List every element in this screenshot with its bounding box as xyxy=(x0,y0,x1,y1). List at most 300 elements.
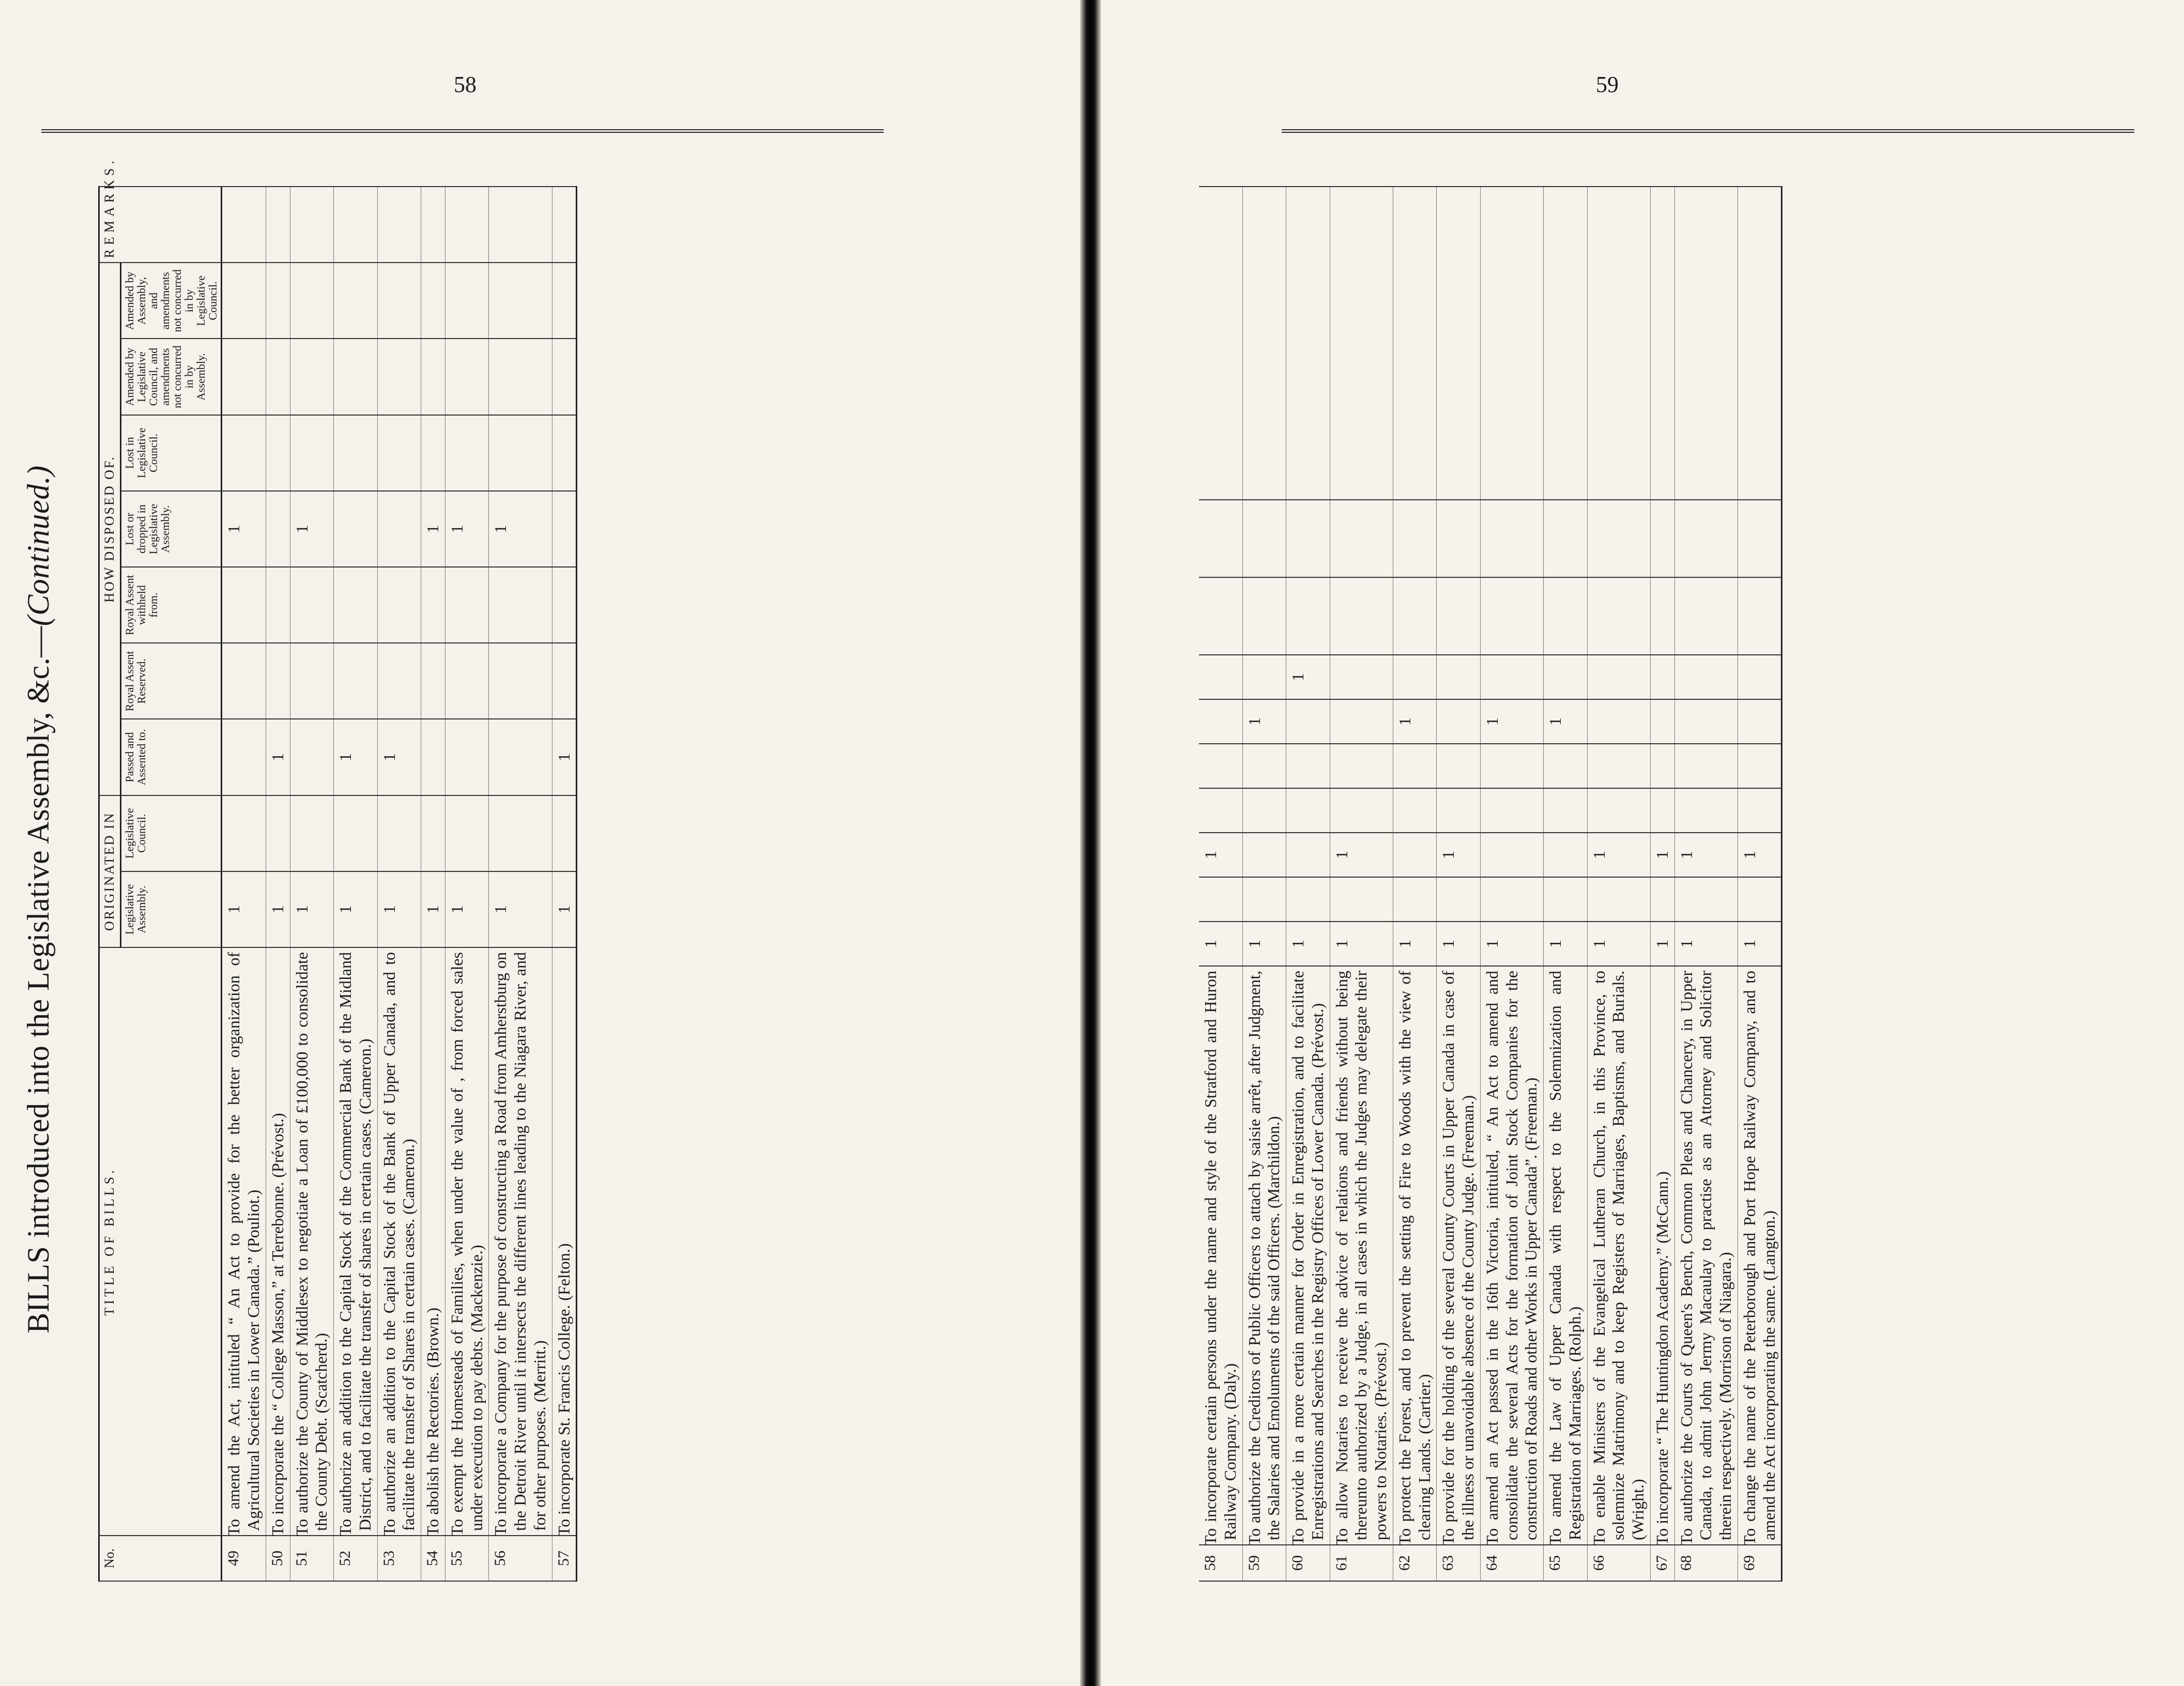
mark-lost-lc xyxy=(1437,655,1481,699)
mark-la: 1 xyxy=(1737,922,1782,966)
table-row xyxy=(1199,187,1242,1581)
mark-am-lc xyxy=(1330,577,1393,655)
mark-lost-la: 1 xyxy=(1544,699,1588,744)
table-row xyxy=(1544,187,1588,1581)
mark-withheld xyxy=(1242,744,1286,788)
mark-passed xyxy=(1393,833,1437,877)
mark-lc xyxy=(1480,877,1543,922)
mark-lost-lc xyxy=(266,415,290,491)
mark-am-la xyxy=(266,263,290,339)
bill-title: To incorporate the “ College Masson,” at Terrebonne. (Prévost.) xyxy=(266,947,290,1536)
mark-withheld xyxy=(421,567,445,643)
mark-lost-la xyxy=(1330,699,1393,744)
remarks-cell xyxy=(290,187,334,263)
mark-lost-la: 1 xyxy=(222,491,266,567)
bill-title: To provide for the holding of the several County Courts in Upper Canada in case of the illness or unavoidable absence of the County Judge. (Freeman.) xyxy=(1437,966,1481,1545)
mark-am-lc xyxy=(1587,577,1650,655)
bill-number: 50 xyxy=(266,1536,290,1581)
remarks-cell xyxy=(377,187,421,263)
mark-lost-lc xyxy=(1242,655,1286,699)
mark-am-la xyxy=(1737,500,1782,577)
mark-am-lc xyxy=(1650,577,1674,655)
bill-number: 68 xyxy=(1674,1545,1737,1581)
mark-reserved xyxy=(1544,788,1588,833)
remarks-cell xyxy=(1650,187,1674,500)
mark-la: 1 xyxy=(1199,922,1242,966)
mark-am-la xyxy=(1587,500,1650,577)
mark-lost-lc xyxy=(489,415,552,491)
mark-am-lc xyxy=(377,339,421,415)
mark-reserved xyxy=(1737,788,1782,833)
mark-am-la xyxy=(1480,500,1543,577)
remarks-cell xyxy=(552,187,577,263)
mark-reserved xyxy=(1330,788,1393,833)
page-number-left: 58 xyxy=(454,72,476,97)
bill-number: 55 xyxy=(445,1536,489,1581)
mark-reserved xyxy=(445,643,489,719)
remarks-cell xyxy=(266,187,290,263)
bill-title: To incorporate a Company for the purpose of constructing a Road from Amherstburg on the Detroit River until it intersects the different lines leading to the Niagara River, and for other purposes. (Merritt.) xyxy=(489,947,552,1536)
mark-am-lc xyxy=(421,339,445,415)
mark-la: 1 xyxy=(1330,922,1393,966)
mark-am-lc xyxy=(222,339,266,415)
mark-withheld xyxy=(266,567,290,643)
mark-am-lc xyxy=(1674,577,1737,655)
mark-lost-lc xyxy=(377,415,421,491)
mark-passed: 1 xyxy=(377,719,421,795)
mark-reserved xyxy=(489,643,552,719)
mark-reserved xyxy=(266,643,290,719)
mark-am-la xyxy=(421,263,445,339)
mark-la: 1 xyxy=(421,871,445,947)
right-rotated-block xyxy=(1101,181,2000,1618)
mark-lc xyxy=(1737,877,1782,922)
mark-la: 1 xyxy=(489,871,552,947)
mark-lc xyxy=(377,795,421,871)
mark-reserved xyxy=(1286,788,1330,833)
table-row xyxy=(552,187,577,1581)
bill-number: 65 xyxy=(1544,1545,1588,1581)
bill-title: To authorize the County of Middlesex to negotiate a Loan of £100,000 to consolidate the County Debt. (Scatcherd.) xyxy=(290,947,334,1536)
mark-passed: 1 xyxy=(266,719,290,795)
bills-table-right xyxy=(1199,186,1782,1582)
bill-title: To amend the Act, intituled “ An Act to provide for the better organization of Agricultural Societies in Lower Canada.” (Pouliot.) xyxy=(222,947,266,1536)
mark-am-la xyxy=(1330,500,1393,577)
mark-la: 1 xyxy=(1393,922,1437,966)
mark-withheld xyxy=(1330,744,1393,788)
mark-lc xyxy=(445,795,489,871)
bills-table-left xyxy=(98,157,577,1582)
mark-am-la xyxy=(377,263,421,339)
mark-lc xyxy=(1674,877,1737,922)
mark-withheld xyxy=(489,567,552,643)
mark-withheld xyxy=(1437,744,1481,788)
table-row xyxy=(1437,187,1481,1581)
mark-withheld xyxy=(552,567,577,643)
mark-la: 1 xyxy=(1437,922,1481,966)
mark-la: 1 xyxy=(1286,922,1330,966)
mark-withheld xyxy=(1199,744,1242,788)
header-lost-assembly: Lost or dropped in Legislative Assembly. xyxy=(120,491,222,567)
mark-lc xyxy=(1437,877,1481,922)
bill-number: 57 xyxy=(552,1536,577,1581)
table-row xyxy=(1587,187,1650,1581)
mark-lost-lc xyxy=(1544,655,1588,699)
mark-lost-lc xyxy=(290,415,334,491)
bill-number: 51 xyxy=(290,1536,334,1581)
mark-am-lc xyxy=(266,339,290,415)
left-page xyxy=(0,0,1080,1686)
mark-passed: 1 xyxy=(1437,833,1481,877)
mark-la: 1 xyxy=(334,871,378,947)
bill-number: 49 xyxy=(222,1536,266,1581)
mark-lc xyxy=(1393,877,1437,922)
table-row xyxy=(1242,187,1286,1581)
mark-lost-la xyxy=(377,491,421,567)
mark-am-la xyxy=(1242,500,1286,577)
mark-lost-lc xyxy=(1737,655,1782,699)
remarks-cell xyxy=(1544,187,1588,500)
mark-la: 1 xyxy=(377,871,421,947)
mark-lost-lc xyxy=(222,415,266,491)
mark-lc xyxy=(1286,877,1330,922)
mark-withheld xyxy=(334,567,378,643)
mark-passed: 1 xyxy=(1650,833,1674,877)
mark-lc xyxy=(1330,877,1393,922)
remarks-cell xyxy=(1393,187,1437,500)
mark-am-lc xyxy=(489,339,552,415)
bill-number: 69 xyxy=(1737,1545,1782,1581)
header-legislative-assembly: Legislative Assembly. xyxy=(120,871,222,947)
mark-am-la xyxy=(1650,500,1674,577)
header-lost-council: Lost in Legislative Council. xyxy=(120,415,222,491)
mark-am-la xyxy=(1544,500,1588,577)
mark-withheld xyxy=(1650,744,1674,788)
right-page xyxy=(1101,0,2184,1686)
mark-lc xyxy=(421,795,445,871)
bill-title: To change the name of the Peterborough and Port Hope Railway Company, and to amend the Act incorporating the same. (Langton.) xyxy=(1737,966,1782,1545)
mark-passed xyxy=(445,719,489,795)
mark-lc xyxy=(489,795,552,871)
mark-passed xyxy=(421,719,445,795)
bill-number: 66 xyxy=(1587,1545,1650,1581)
header-disposed: HOW DISPOSED OF. xyxy=(99,263,121,795)
remarks-cell xyxy=(334,187,378,263)
mark-lost-la xyxy=(1650,699,1674,744)
mark-reserved xyxy=(1393,788,1437,833)
mark-lost-la xyxy=(334,491,378,567)
mark-withheld xyxy=(1286,744,1330,788)
mark-reserved xyxy=(1674,788,1737,833)
bill-number: 60 xyxy=(1286,1545,1330,1581)
mark-am-la xyxy=(1393,500,1437,577)
mark-passed: 1 xyxy=(1674,833,1737,877)
mark-lost-lc xyxy=(1330,655,1393,699)
mark-withheld xyxy=(377,567,421,643)
mark-passed xyxy=(222,719,266,795)
mark-am-la xyxy=(552,263,577,339)
mark-am-lc xyxy=(1480,577,1543,655)
mark-lost-la xyxy=(1199,699,1242,744)
mark-lc xyxy=(290,795,334,871)
table-row xyxy=(222,187,266,1581)
bill-title: To protect the Forest, and to prevent the setting of Fire to Woods with the view of clearing Lands. (Cartier.) xyxy=(1393,966,1437,1545)
mark-am-la xyxy=(1674,500,1737,577)
mark-withheld xyxy=(1544,744,1588,788)
table-row xyxy=(421,187,445,1581)
mark-la: 1 xyxy=(266,871,290,947)
bill-title: To exempt the Homesteads of Families, when under the value of , from forced sales under execution to pay debts. (Mackenzie.) xyxy=(445,947,489,1536)
remarks-cell xyxy=(1737,187,1782,500)
mark-lc xyxy=(1650,877,1674,922)
remarks-cell xyxy=(1242,187,1286,500)
table-row xyxy=(266,187,290,1581)
mark-lc xyxy=(222,795,266,871)
bill-title: To abolish the Rectories. (Brown.) xyxy=(421,947,445,1536)
mark-la: 1 xyxy=(290,871,334,947)
bill-number: 64 xyxy=(1480,1545,1543,1581)
mark-passed: 1 xyxy=(1737,833,1782,877)
mark-lost-lc xyxy=(334,415,378,491)
mark-am-la xyxy=(334,263,378,339)
mark-lost-lc xyxy=(552,415,577,491)
header-passed: Passed and Assented to. xyxy=(120,719,222,795)
bill-number: 62 xyxy=(1393,1545,1437,1581)
mark-withheld xyxy=(1737,744,1782,788)
mark-reserved xyxy=(1587,788,1650,833)
mark-lost-la xyxy=(1286,699,1330,744)
mark-lost-la xyxy=(266,491,290,567)
mark-withheld xyxy=(1480,744,1543,788)
table-row xyxy=(1286,187,1330,1581)
mark-reserved xyxy=(1480,788,1543,833)
mark-am-lc xyxy=(445,339,489,415)
mark-reserved xyxy=(1242,788,1286,833)
mark-lost-lc xyxy=(1587,655,1650,699)
mark-reserved xyxy=(290,643,334,719)
remarks-cell xyxy=(421,187,445,263)
table-row xyxy=(445,187,489,1581)
bill-number: 52 xyxy=(334,1536,378,1581)
mark-am-lc xyxy=(334,339,378,415)
mark-am-lc xyxy=(1393,577,1437,655)
header-no: No. xyxy=(99,1536,222,1581)
mark-lost-la: 1 xyxy=(1393,699,1437,744)
book-gutter xyxy=(1080,0,1101,1686)
table-row xyxy=(1480,187,1543,1581)
mark-am-lc xyxy=(552,339,577,415)
bill-number: 61 xyxy=(1330,1545,1393,1581)
bill-title: To amend the Law of Upper Canada with respect to the Solemnization and Registration of Marriages. (Rolph.) xyxy=(1544,966,1588,1545)
mark-passed: 1 xyxy=(1199,833,1242,877)
mark-lost-la: 1 xyxy=(421,491,445,567)
bill-title: To authorize the Courts of Queen's Bench, Common Pleas and Chancery, in Upper Canada, to admit John Jermy Macaulay to practise as an Attorney and Solicitor therein respectively. (Morrison of Niagara.) xyxy=(1674,966,1737,1545)
mark-am-la xyxy=(290,263,334,339)
mark-la: 1 xyxy=(1480,922,1543,966)
mark-lc xyxy=(1544,877,1588,922)
mark-am-la xyxy=(445,263,489,339)
mark-lc xyxy=(1587,877,1650,922)
mark-passed xyxy=(1544,833,1588,877)
remarks-cell xyxy=(445,187,489,263)
mark-lost-la xyxy=(552,491,577,567)
mark-lost-lc xyxy=(1674,655,1737,699)
table-row xyxy=(290,187,334,1581)
mark-lost-la xyxy=(1737,699,1782,744)
header-withheld: Royal Assent withheld from. xyxy=(120,567,222,643)
top-rule-right xyxy=(1282,129,2134,133)
remarks-cell xyxy=(1437,187,1481,500)
bill-number: 54 xyxy=(421,1536,445,1581)
mark-withheld xyxy=(1674,744,1737,788)
mark-lc xyxy=(1242,877,1286,922)
remarks-cell xyxy=(1674,187,1737,500)
mark-lc xyxy=(1199,877,1242,922)
page-number-right: 59 xyxy=(1596,72,1619,97)
bill-number: 53 xyxy=(377,1536,421,1581)
mark-withheld xyxy=(1587,744,1650,788)
mark-am-lc xyxy=(1199,577,1242,655)
mark-lost-lc xyxy=(1393,655,1437,699)
mark-lost-la xyxy=(1437,699,1481,744)
mark-am-la xyxy=(489,263,552,339)
remarks-cell xyxy=(222,187,266,263)
mark-am-lc xyxy=(290,339,334,415)
mark-reserved xyxy=(334,643,378,719)
mark-la: 1 xyxy=(1587,922,1650,966)
bill-title: To allow Notaries to receive the advice of relations and friends without being thereunto authorized by a Judge, in all cases in which the Judges may delegate their powers to Notaries. (Prévost.) xyxy=(1330,966,1393,1545)
mark-lost-lc xyxy=(1650,655,1674,699)
table-row xyxy=(377,187,421,1581)
table-caption xyxy=(21,181,56,1618)
table-row xyxy=(1330,187,1393,1581)
mark-am-la xyxy=(222,263,266,339)
mark-lost-la: 1 xyxy=(445,491,489,567)
bill-title: To incorporate St. Francis College. (Felton.) xyxy=(552,947,577,1536)
mark-reserved xyxy=(552,643,577,719)
table-row xyxy=(1650,187,1674,1581)
header-amended-assembly: Amended by Assembly, and amendments not concurred in by Legislative Council. xyxy=(120,263,222,339)
mark-lc xyxy=(334,795,378,871)
mark-passed xyxy=(489,719,552,795)
mark-reserved xyxy=(421,643,445,719)
table-row xyxy=(1737,187,1782,1581)
caption-text: BILLS introduced into the Legislative Assembly, &c.— xyxy=(21,626,55,1334)
left-rotated-block xyxy=(0,157,899,1618)
remarks-cell xyxy=(1480,187,1543,500)
caption-continued: (Continued.) xyxy=(21,465,55,626)
mark-lost-lc xyxy=(421,415,445,491)
mark-la: 1 xyxy=(1674,922,1737,966)
mark-reserved xyxy=(1437,788,1481,833)
remarks-cell xyxy=(1199,187,1242,500)
bill-title: To authorize an addition to the Capital Stock of the Commercial Bank of the Midland District, and to facilitate the transfer of shares in certain cases. (Cameron.) xyxy=(334,947,378,1536)
mark-withheld xyxy=(1393,744,1437,788)
bill-title: To incorporate “ The Huntingdon Academy.” (McCann.) xyxy=(1650,966,1674,1545)
mark-lost-lc xyxy=(445,415,489,491)
table-row xyxy=(489,187,552,1581)
table-row xyxy=(1674,187,1737,1581)
mark-lost-la: 1 xyxy=(290,491,334,567)
mark-reserved xyxy=(377,643,421,719)
mark-la: 1 xyxy=(222,871,266,947)
mark-reserved xyxy=(222,643,266,719)
mark-reserved xyxy=(1650,788,1674,833)
mark-lost-la: 1 xyxy=(1242,699,1286,744)
mark-lost-lc: 1 xyxy=(1286,655,1330,699)
header-reserved: Royal Assent Reserved. xyxy=(120,643,222,719)
mark-passed xyxy=(1480,833,1543,877)
mark-passed xyxy=(1286,833,1330,877)
bill-number: 58 xyxy=(1199,1545,1242,1581)
mark-withheld xyxy=(222,567,266,643)
bill-title: To enable Ministers of the Evangelical Lutheran Church, in this Province, to solemnize Matrimony and to keep Registers of Marriages, Baptisms, and Burials. (Wright.) xyxy=(1587,966,1650,1545)
header-remarks: REMARKS. xyxy=(99,187,222,263)
mark-la: 1 xyxy=(1544,922,1588,966)
mark-am-lc xyxy=(1286,577,1330,655)
mark-am-lc xyxy=(1437,577,1481,655)
bill-title: To amend an Act passed in the 16th Victoria, intituled, “ An Act to amend and consolidate the several Acts for the formation of Joint Stock Companies for the construction of Roads and other Works in Upper Canada”. (Freeman.) xyxy=(1480,966,1543,1545)
table-row xyxy=(1393,187,1437,1581)
mark-withheld xyxy=(445,567,489,643)
bill-title: To authorize an addition to the Capital Stock of the Bank of Upper Canada, and to facilitate the transfer of Shares in certain cases. (Cameron.) xyxy=(377,947,421,1536)
bill-title: To incorporate certain persons under the name and style of the Stratford and Huron Railway Company. (Daly.) xyxy=(1199,966,1242,1545)
bill-number: 59 xyxy=(1242,1545,1286,1581)
mark-lc xyxy=(266,795,290,871)
bill-number: 56 xyxy=(489,1536,552,1581)
mark-am-lc xyxy=(1544,577,1588,655)
remarks-cell xyxy=(1587,187,1650,500)
mark-passed: 1 xyxy=(552,719,577,795)
mark-la: 1 xyxy=(552,871,577,947)
header-amended-council: Amended by Legislative Council, and amendments not concurred in by Assembly. xyxy=(120,339,222,415)
bill-title: To provide in a more certain manner for Order in Enregistration, and to facilitate Enregistrations and Searches in the Registry Offices of Lower Canada. (Prévost.) xyxy=(1286,966,1330,1545)
bill-number: 63 xyxy=(1437,1545,1481,1581)
mark-passed xyxy=(1242,833,1286,877)
mark-la: 1 xyxy=(1650,922,1674,966)
mark-lost-lc xyxy=(1480,655,1543,699)
header-originated: ORIGINATED IN xyxy=(99,795,121,947)
mark-am-lc xyxy=(1242,577,1286,655)
mark-passed xyxy=(290,719,334,795)
mark-passed: 1 xyxy=(1587,833,1650,877)
mark-passed: 1 xyxy=(1330,833,1393,877)
mark-lost-la xyxy=(1674,699,1737,744)
mark-passed: 1 xyxy=(334,719,378,795)
remarks-cell xyxy=(1330,187,1393,500)
mark-withheld xyxy=(290,567,334,643)
mark-reserved xyxy=(1199,788,1242,833)
top-rule-left xyxy=(41,129,884,133)
mark-lost-lc xyxy=(1199,655,1242,699)
remarks-cell xyxy=(489,187,552,263)
bill-number: 67 xyxy=(1650,1545,1674,1581)
mark-am-la xyxy=(1199,500,1242,577)
header-legislative-council: Legislative Council. xyxy=(120,795,222,871)
mark-lost-la: 1 xyxy=(489,491,552,567)
mark-am-la xyxy=(1286,500,1330,577)
bill-title: To authorize the Creditors of Public Officers to attach by saisie arrêt, after Judgment, the Salaries and Emoluments of the said Officers. (Marchildon.) xyxy=(1242,966,1286,1545)
header-title: TITLE OF BILLS. xyxy=(99,947,222,1536)
mark-la: 1 xyxy=(1242,922,1286,966)
mark-lc xyxy=(552,795,577,871)
mark-am-lc xyxy=(1737,577,1782,655)
mark-lost-la xyxy=(1587,699,1650,744)
mark-la: 1 xyxy=(445,871,489,947)
mark-am-la xyxy=(1437,500,1481,577)
table-row xyxy=(334,187,378,1581)
remarks-cell xyxy=(1286,187,1330,500)
